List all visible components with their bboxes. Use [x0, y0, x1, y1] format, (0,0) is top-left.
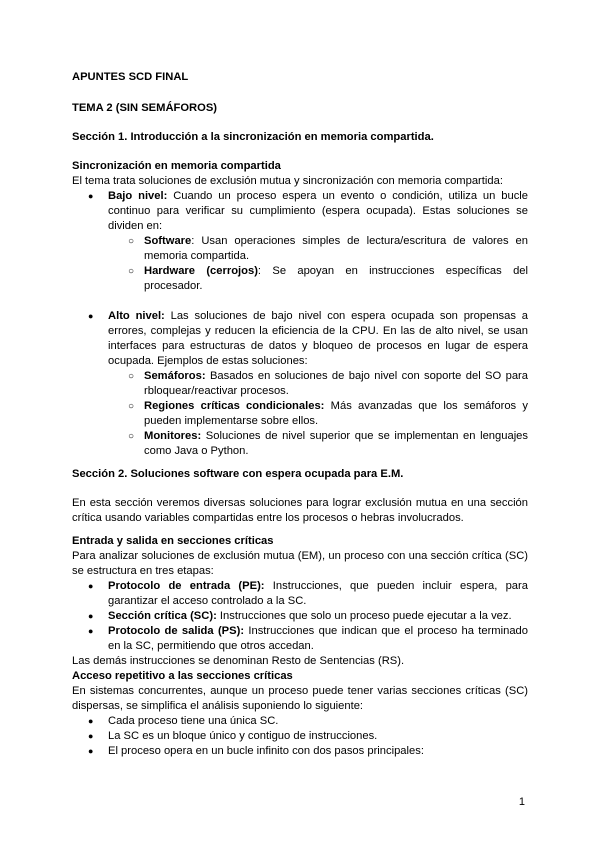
- hardware-text: : Se apoyan en instrucciones específicas del procesador.: [144, 265, 528, 292]
- acceso-repetitivo-subheading: Acceso repetitivo a las secciones críticas: [72, 670, 293, 682]
- list-item-suposicion: ● La SC es un bloque único y contiguo de instrucciones.: [72, 729, 528, 744]
- tema-heading: TEMA 2 (SIN SEMÁFOROS): [72, 102, 218, 114]
- etapas-list: [72, 579, 528, 654]
- alto-nivel-list: [72, 309, 528, 459]
- software-label: Software: [144, 235, 192, 247]
- hardware-label: Hardware (cerrojos): [144, 265, 258, 277]
- list-item-seccion-critica: [72, 609, 528, 624]
- list-item-protocolo-entrada: [72, 579, 528, 609]
- list-item-bajo-nivel: [72, 189, 528, 234]
- resto-sentencias-text: Las demás instrucciones se denominan Resto de Sentencias (RS).: [72, 655, 405, 667]
- list-item-alto-nivel: [72, 309, 528, 369]
- sync-subheading: Sincronización en memoria compartida: [72, 160, 281, 172]
- list-item-semaforos: [72, 369, 528, 399]
- monitores-label: Monitores:: [144, 430, 202, 442]
- alto-nivel-label: Alto nivel:: [108, 310, 165, 322]
- list-item-hardware: [72, 264, 528, 294]
- monitores-text: Soluciones de nivel superior que se implementan en lenguajes como Java o Python.: [144, 430, 528, 457]
- suposiciones-list: [72, 714, 528, 759]
- list-item-suposicion: ● Cada proceso tiene una única SC.: [72, 714, 528, 729]
- pe-text: Instrucciones, que pueden incluir espera, para garantizar el acceso controlado a la SC.: [108, 580, 528, 607]
- section-2-intro: En esta sección veremos diversas soluciones para lograr exclusión mutua en una sección crítica usando variables compartidas entre los procesos o hebras involucrados.: [72, 497, 528, 524]
- entrada-salida-subheading: Entrada y salida en secciones críticas: [72, 535, 274, 547]
- sync-intro: El tema trata soluciones de exclusión mutua y sincronización con memoria compartida:: [72, 175, 503, 187]
- semaforos-text: Basados en soluciones de bajo nivel con soporte del SO para rbloquear/reactivar procesos.: [144, 370, 528, 397]
- ps-label: Protocolo de salida (PS):: [108, 625, 245, 637]
- software-text: : Usan operaciones simples de lectura/escritura de valores en memoria compartida.: [144, 235, 528, 262]
- page-number: 1: [518, 796, 525, 808]
- regiones-label: Regiones críticas condicionales:: [144, 400, 325, 412]
- list-item-monitores: [72, 429, 528, 459]
- section-2-heading: Sección 2. Soluciones software con espera ocupada para E.M.: [72, 468, 404, 480]
- sc-text: Instrucciones que solo un proceso puede ejecutar a la vez.: [216, 610, 512, 622]
- list-item-software: [72, 234, 528, 264]
- alto-nivel-text: Las soluciones de bajo nivel con espera ocupada son propensas a errores, complejas y reducen la eficiencia de la CPU. En las de alto nivel, se usan interfaces para estructuras de datos y bloqueo de procesos en lugar de espera ocupada. Ejemplos de estas soluciones:: [108, 310, 529, 367]
- bajo-nivel-text: Cuando un proceso espera un evento o condición, utiliza un bucle continuo para verificar su cumplimiento (espera ocupada). Estas soluciones se dividen en:: [108, 190, 528, 232]
- level-list: [72, 189, 528, 294]
- pe-label: Protocolo de entrada (PE):: [108, 580, 265, 592]
- acceso-repetitivo-intro: En sistemas concurrentes, aunque un proceso puede tener varias secciones críticas (SC) dispersas, se simplifica el análisis suponiendo lo siguiente:: [72, 685, 528, 712]
- regiones-text: Más avanzadas que los semáforos y pueden implementarse sobre ellos.: [144, 400, 528, 427]
- semaforos-label: Semáforos:: [144, 370, 206, 382]
- document-title: APUNTES SCD FINAL: [72, 71, 189, 83]
- list-item-suposicion: ● El proceso opera en un bucle infinito con dos pasos principales:: [72, 744, 528, 759]
- list-item-regiones-criticas: [72, 399, 528, 429]
- section-1-heading: Sección 1. Introducción a la sincronización en memoria compartida.: [72, 131, 434, 143]
- sc-label: Sección crítica (SC):: [108, 610, 217, 622]
- ps-text: Instrucciones que indican que el proceso ha terminado en la SC, permitiendo que otros accedan.: [108, 625, 529, 652]
- entrada-salida-intro: Para analizar soluciones de exclusión mutua (EM), un proceso con una sección crítica (SC) se estructura en tres etapas:: [72, 550, 528, 577]
- bajo-nivel-label: Bajo nivel:: [108, 190, 168, 202]
- list-item-protocolo-salida: [72, 624, 528, 654]
